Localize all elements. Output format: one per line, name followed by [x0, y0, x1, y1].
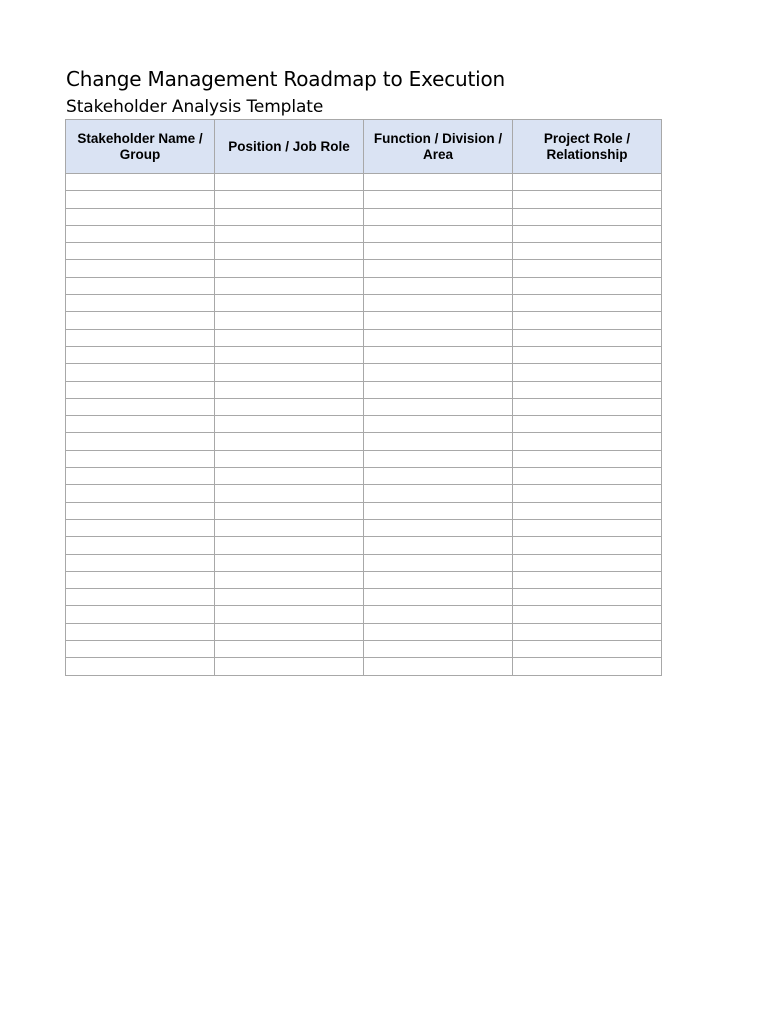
table-cell[interactable] [513, 658, 662, 675]
header-function-division-area: Function / Division / Area [364, 120, 513, 174]
table-cell[interactable] [364, 346, 513, 363]
table-cell[interactable] [513, 589, 662, 606]
table-row [66, 468, 662, 485]
table-cell[interactable] [364, 381, 513, 398]
table-cell[interactable] [215, 537, 364, 554]
table-cell[interactable] [364, 658, 513, 675]
table-cell[interactable] [364, 589, 513, 606]
table-cell[interactable] [513, 364, 662, 381]
table-cell[interactable] [364, 502, 513, 519]
table-row [66, 554, 662, 571]
table-row [66, 416, 662, 433]
table-cell[interactable] [513, 260, 662, 277]
document-title: Change Management Roadmap to Execution [66, 67, 505, 91]
table-row [66, 381, 662, 398]
table-cell[interactable] [66, 364, 215, 381]
stakeholder-table [65, 119, 662, 676]
table-cell[interactable] [513, 468, 662, 485]
header-project-role-relationship: Project Role / Relationship [513, 120, 662, 174]
table-cell[interactable] [215, 589, 364, 606]
table-body [66, 174, 662, 676]
table-row [66, 658, 662, 675]
table-cell[interactable] [513, 191, 662, 208]
table-cell[interactable] [364, 641, 513, 658]
table-cell[interactable] [215, 346, 364, 363]
table-row [66, 502, 662, 519]
table-cell[interactable] [215, 450, 364, 467]
table-row [66, 346, 662, 363]
table-cell[interactable] [513, 485, 662, 502]
table-cell[interactable] [364, 468, 513, 485]
table-row [66, 485, 662, 502]
table-cell[interactable] [66, 502, 215, 519]
table-cell[interactable] [364, 398, 513, 415]
table-cell[interactable] [364, 623, 513, 640]
table-row [66, 260, 662, 277]
table-cell[interactable] [66, 571, 215, 588]
table-cell[interactable] [364, 364, 513, 381]
table-cell[interactable] [215, 208, 364, 225]
table-cell[interactable] [215, 641, 364, 658]
table-cell[interactable] [215, 554, 364, 571]
table-cell[interactable] [364, 225, 513, 242]
table-cell[interactable] [215, 174, 364, 191]
table-row [66, 364, 662, 381]
table-cell[interactable] [66, 641, 215, 658]
table-cell[interactable] [364, 312, 513, 329]
table-cell[interactable] [66, 295, 215, 312]
table-cell[interactable] [215, 468, 364, 485]
table-cell[interactable] [215, 295, 364, 312]
table-row [66, 571, 662, 588]
table-cell[interactable] [215, 416, 364, 433]
table-cell[interactable] [364, 485, 513, 502]
table-cell[interactable] [66, 589, 215, 606]
table-cell[interactable] [66, 225, 215, 242]
table-cell[interactable] [215, 243, 364, 260]
table-cell[interactable] [364, 606, 513, 623]
table-cell[interactable] [364, 416, 513, 433]
table-cell[interactable] [66, 260, 215, 277]
table-cell[interactable] [66, 519, 215, 536]
table-row [66, 295, 662, 312]
table-cell[interactable] [66, 277, 215, 294]
table-cell[interactable] [513, 381, 662, 398]
table-cell[interactable] [215, 623, 364, 640]
table-cell[interactable] [66, 243, 215, 260]
table-cell[interactable] [513, 554, 662, 571]
table-row [66, 208, 662, 225]
table-cell[interactable] [513, 571, 662, 588]
table-cell[interactable] [215, 381, 364, 398]
table-cell[interactable] [513, 416, 662, 433]
table-cell[interactable] [66, 485, 215, 502]
table-cell[interactable] [215, 485, 364, 502]
table-cell[interactable] [66, 433, 215, 450]
table-cell[interactable] [66, 381, 215, 398]
table-cell[interactable] [364, 554, 513, 571]
table-cell[interactable] [66, 174, 215, 191]
table-cell[interactable] [215, 398, 364, 415]
table-cell[interactable] [513, 641, 662, 658]
table-row [66, 191, 662, 208]
table-cell[interactable] [364, 433, 513, 450]
table-cell[interactable] [215, 658, 364, 675]
table-cell[interactable] [66, 329, 215, 346]
table-cell[interactable] [513, 208, 662, 225]
table-cell[interactable] [215, 225, 364, 242]
table-cell[interactable] [364, 174, 513, 191]
table-cell[interactable] [513, 606, 662, 623]
table-cell[interactable] [513, 295, 662, 312]
table-row [66, 312, 662, 329]
table-cell[interactable] [364, 519, 513, 536]
header-position-job-role: Position / Job Role [215, 120, 364, 174]
table-cell[interactable] [215, 433, 364, 450]
document-subtitle: Stakeholder Analysis Template [66, 97, 324, 117]
table-cell[interactable] [513, 174, 662, 191]
table-cell[interactable] [513, 225, 662, 242]
table-cell[interactable] [513, 519, 662, 536]
table-cell[interactable] [513, 346, 662, 363]
table-cell[interactable] [513, 277, 662, 294]
table-row [66, 519, 662, 536]
table-cell[interactable] [66, 606, 215, 623]
table-cell[interactable] [513, 398, 662, 415]
table-cell[interactable] [513, 433, 662, 450]
table-row [66, 398, 662, 415]
table-cell[interactable] [364, 329, 513, 346]
header-row [66, 120, 662, 174]
table-cell[interactable] [66, 346, 215, 363]
table-cell[interactable] [364, 571, 513, 588]
table-cell[interactable] [66, 416, 215, 433]
table-cell[interactable] [513, 450, 662, 467]
table-row [66, 433, 662, 450]
table-row [66, 623, 662, 640]
table-cell[interactable] [364, 260, 513, 277]
table-cell[interactable] [66, 537, 215, 554]
table-cell[interactable] [215, 519, 364, 536]
table-cell[interactable] [513, 537, 662, 554]
table-cell[interactable] [513, 623, 662, 640]
table-cell[interactable] [364, 208, 513, 225]
table-row [66, 606, 662, 623]
table-cell[interactable] [215, 606, 364, 623]
table-cell[interactable] [215, 329, 364, 346]
table-row [66, 537, 662, 554]
table-cell[interactable] [364, 537, 513, 554]
table-cell[interactable] [66, 658, 215, 675]
table-header [66, 120, 662, 174]
table-cell[interactable] [66, 191, 215, 208]
table-cell[interactable] [66, 312, 215, 329]
table-cell[interactable] [364, 243, 513, 260]
table-row [66, 329, 662, 346]
table-cell[interactable] [215, 502, 364, 519]
table-row [66, 450, 662, 467]
table-cell[interactable] [66, 398, 215, 415]
table-row [66, 589, 662, 606]
table-cell[interactable] [66, 623, 215, 640]
header-stakeholder-name: Stakeholder Name / Group [66, 120, 215, 174]
table-cell[interactable] [364, 295, 513, 312]
table-cell[interactable] [66, 208, 215, 225]
table-cell[interactable] [364, 450, 513, 467]
table-cell[interactable] [215, 571, 364, 588]
table-cell[interactable] [66, 450, 215, 467]
table-cell[interactable] [215, 312, 364, 329]
table-cell[interactable] [513, 329, 662, 346]
table-cell[interactable] [66, 468, 215, 485]
table-row [66, 174, 662, 191]
table-cell[interactable] [364, 191, 513, 208]
table-row [66, 225, 662, 242]
table-cell[interactable] [215, 364, 364, 381]
table-cell[interactable] [513, 243, 662, 260]
table-cell[interactable] [215, 260, 364, 277]
table-row [66, 277, 662, 294]
table-row [66, 641, 662, 658]
table-cell[interactable] [66, 554, 215, 571]
table-cell[interactable] [364, 277, 513, 294]
table-cell[interactable] [215, 277, 364, 294]
table-cell[interactable] [513, 312, 662, 329]
table-row [66, 243, 662, 260]
table-cell[interactable] [513, 502, 662, 519]
table-cell[interactable] [215, 191, 364, 208]
